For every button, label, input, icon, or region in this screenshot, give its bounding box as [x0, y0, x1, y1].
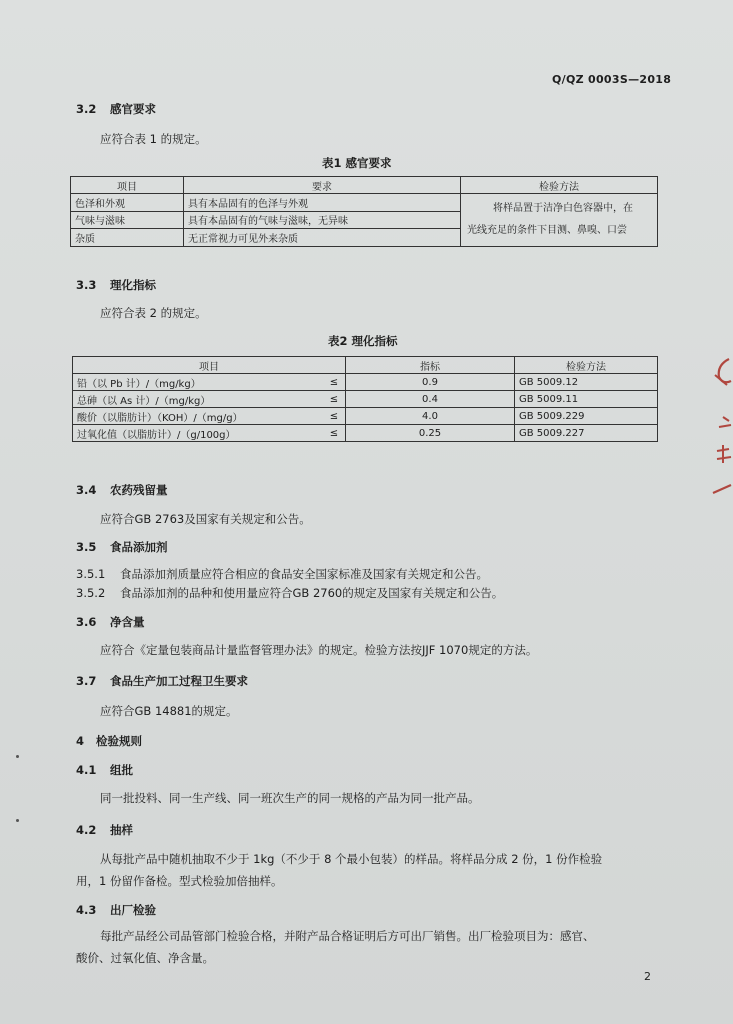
- section-3-7-text: 应符合GB 14881的规定。: [100, 704, 238, 718]
- section-3-6-heading: [76, 614, 145, 630]
- table-cell: 气味与滋味: [71, 211, 184, 229]
- table-cell-symbol: ≤: [323, 408, 346, 425]
- section-number: 4.1: [76, 763, 97, 777]
- table-cell: 色泽和外观: [71, 194, 184, 212]
- table-cell: 铅（以 Pb 计）/（mg/kg）: [73, 374, 324, 391]
- table-cell-symbol: ≤: [323, 374, 346, 391]
- table-row: [73, 374, 658, 391]
- table-header: 检验方法: [515, 357, 658, 374]
- section-4-heading: [76, 733, 142, 749]
- document-code: Q/QZ 0003S—2018: [552, 73, 672, 86]
- method-line: 将样品置于洁净白色容器中，在: [493, 203, 633, 214]
- section-title: 抽样: [110, 823, 133, 837]
- scan-speck: [16, 755, 19, 758]
- clause-number: 3.5.2: [76, 586, 106, 600]
- table1: [70, 176, 658, 247]
- table-row: [73, 425, 658, 442]
- section-3-3-heading: [76, 277, 156, 293]
- section-3-6-text: 应符合《定量包装商品计量监督管理办法》的规定。检验方法按JJF 1070规定的方法。: [100, 643, 538, 657]
- clause-text: 食品添加剂质量应符合相应的食品安全国家标准及国家有关规定和公告。: [120, 567, 488, 581]
- section-4-2-text-line2: 用，1 份留作备检。型式检验加倍抽样。: [76, 874, 283, 888]
- section-number: 3.3: [76, 278, 97, 292]
- section-number: 3.4: [76, 483, 97, 497]
- table-cell: 酸价（以脂肪计）（KOH）/（mg/g）: [73, 408, 324, 425]
- section-4-2-heading: [76, 822, 133, 838]
- table-cell-method: GB 5009.227: [515, 425, 658, 442]
- table-cell: 杂质: [71, 229, 184, 247]
- table-header-row: [73, 357, 658, 374]
- section-3-4-heading: [76, 482, 168, 498]
- section-3-7-heading: [76, 673, 248, 689]
- section-3-2-text: 应符合表 1 的规定。: [100, 132, 207, 146]
- table-header: 指标: [346, 357, 515, 374]
- section-title: 组批: [110, 763, 133, 777]
- clause-3-5-2: [76, 585, 503, 601]
- section-number: 3.6: [76, 615, 97, 629]
- section-title: 出厂检验: [110, 903, 156, 917]
- section-title: 农药残留量: [110, 483, 168, 497]
- section-title: 感官要求: [110, 102, 156, 116]
- table-cell-method: GB 5009.12: [515, 374, 658, 391]
- table-cell: 总砷（以 As 计）/（mg/kg）: [73, 391, 324, 408]
- section-title: 食品生产加工过程卫生要求: [110, 674, 248, 688]
- table-cell-method: [461, 194, 658, 247]
- method-line: 光线充足的条件下目测、鼻嗅、口尝: [467, 225, 627, 236]
- table-row: [71, 194, 658, 212]
- table-cell-value: 0.4: [346, 391, 515, 408]
- table-header-row: [71, 177, 658, 194]
- table-cell-value: 4.0: [346, 408, 515, 425]
- clause-3-5-1: [76, 566, 488, 582]
- table-row: [73, 391, 658, 408]
- section-title: 理化指标: [110, 278, 156, 292]
- section-number: 3.5: [76, 540, 97, 554]
- table-cell: 具有本品固有的色泽与外观: [184, 194, 461, 212]
- table-cell: 无正常视力可见外来杂质: [184, 229, 461, 247]
- section-number: 4.3: [76, 903, 97, 917]
- scan-speck: [16, 819, 19, 822]
- table1-caption: 表1 感官要求: [322, 156, 392, 170]
- table-cell-value: 0.25: [346, 425, 515, 442]
- table-cell-value: 0.9: [346, 374, 515, 391]
- table-cell-symbol: ≤: [323, 391, 346, 408]
- section-4-1-heading: [76, 762, 133, 778]
- table-row: [73, 408, 658, 425]
- clause-text: 食品添加剂的品种和使用量应符合GB 2760的规定及国家有关规定和公告。: [120, 586, 504, 600]
- table-header: 项目: [71, 177, 184, 194]
- table2: [72, 356, 658, 442]
- table-cell: 具有本品固有的气味与滋味，无异味: [184, 211, 461, 229]
- section-4-3-heading: [76, 902, 156, 918]
- table-cell: 过氧化值（以脂肪计）/（g/100g）: [73, 425, 324, 442]
- clause-number: 3.5.1: [76, 567, 106, 581]
- section-3-5-heading: [76, 539, 168, 555]
- page-number: 2: [644, 970, 651, 983]
- table-cell-symbol: ≤: [323, 425, 346, 442]
- table-header: 检验方法: [461, 177, 658, 194]
- section-4-3-text-line2: 酸价、过氧化值、净含量。: [76, 951, 214, 965]
- table-cell-method: GB 5009.229: [515, 408, 658, 425]
- section-title: 食品添加剂: [110, 540, 168, 554]
- section-3-4-text: 应符合GB 2763及国家有关规定和公告。: [100, 512, 311, 526]
- section-title: 净含量: [110, 615, 145, 629]
- table-cell-method: GB 5009.11: [515, 391, 658, 408]
- section-4-2-text-line1: 从每批产品中随机抽取不少于 1kg（不少于 8 个最小包装）的样品。将样品分成 2 份，1 份作检验: [100, 852, 603, 866]
- section-4-1-text: 同一批投料、同一生产线、同一班次生产的同一规格的产品为同一批产品。: [100, 791, 480, 805]
- section-number: 3.7: [76, 674, 97, 688]
- table-header: 要求: [184, 177, 461, 194]
- section-title: 检验规则: [96, 734, 142, 748]
- section-number: 4: [76, 734, 85, 748]
- section-3-2-heading: [76, 101, 156, 117]
- section-3-3-text: 应符合表 2 的规定。: [100, 306, 207, 320]
- table-header: 项目: [73, 357, 346, 374]
- section-4-3-text-line1: 每批产品经公司品管部门检验合格，并附产品合格证明后方可出厂销售。出厂检验项目为：感官、: [100, 929, 595, 943]
- section-number: 4.2: [76, 823, 97, 837]
- section-number: 3.2: [76, 102, 97, 116]
- table2-caption: 表2 理化指标: [328, 334, 398, 348]
- seal-stamp-fragment: [709, 355, 733, 505]
